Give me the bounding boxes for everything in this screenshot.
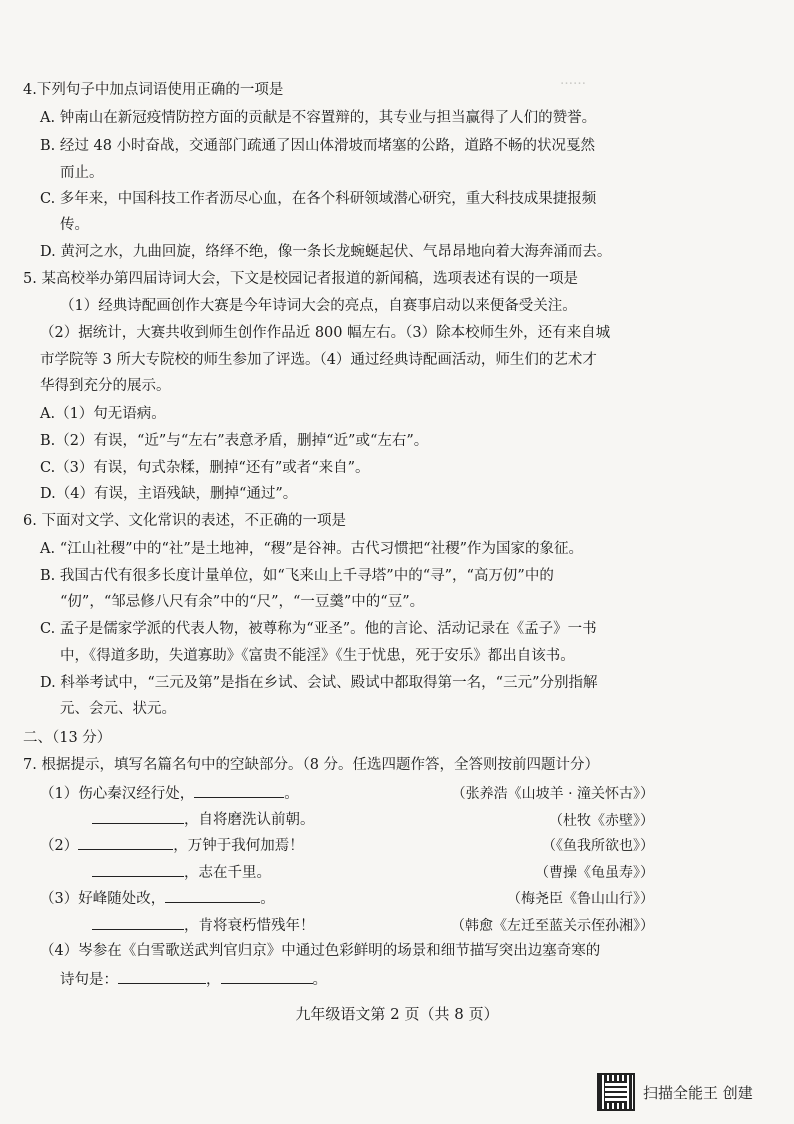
q5-option-c: C.（3）有误，句式杂糅，删掉“还有”或者“来自”。: [40, 460, 370, 476]
q7-item1a-text: （1）伤心秦汉经行处，: [40, 786, 195, 802]
q5-stem: 5. 某高校举办第四届诗词大会，下文是校园记者报道的新闻稿，选项表述有误的一项是: [23, 271, 578, 287]
q6-option-b-line2: “仞”，“邹忌修八尺有余”中的“尺”，“一豆羹”中的“豆”。: [60, 594, 425, 610]
q7-item1a-blank[interactable]: [194, 782, 284, 798]
q7-item1b-blank[interactable]: [92, 808, 184, 824]
q7-item2b-blank[interactable]: [92, 861, 184, 877]
q4-option-c-line1: C. 多年来，中国科技工作者沥尽心血，在各个科研领域潜心研究，重大科技成果捷报频: [40, 191, 597, 207]
q4-stem: 4.下列句子中加点词语使用正确的一项是: [23, 82, 284, 98]
q7-item1b-source: （杜牧《赤壁》）: [549, 813, 654, 829]
q7-item3a-text: （3）好峰随处改，: [40, 891, 166, 907]
section-heading: 二、（13 分）: [23, 730, 112, 746]
q6-option-a: A. “江山社稷”中的“社”是土地神，“稷”是谷神。古代习惯把“社稷”作为国家的象征。: [40, 541, 583, 557]
q4-option-c-line2: 传。: [60, 217, 89, 233]
q7-item4-prompt: 诗句是：: [60, 972, 118, 988]
qr-code-icon: [597, 1073, 635, 1111]
q7-item4-line2: [60, 968, 327, 990]
q5-option-a: A.（1）句无语病。: [40, 406, 166, 422]
q7-item4-comma: ，: [206, 972, 221, 988]
q5-option-d: D.（4）有误，主语残缺，删掉“通过”。: [40, 486, 298, 502]
q5-option-b: B.（2）有误，“近”与“左右”表意矛盾，删掉“近”或“左右”。: [40, 433, 429, 449]
q7-item2-line1: [40, 834, 304, 856]
q4-option-b-line1: B. 经过 48 小时奋战，交通部门疏通了因山体滑坡而堵塞的公路，道路不畅的状况戛然: [40, 138, 596, 154]
q6-option-c-line1: C. 孟子是儒家学派的代表人物，被尊称为“亚圣”。他的言论、活动记录在《孟子》一书: [40, 621, 597, 637]
q7-item1-line1: [40, 782, 299, 804]
q4-option-d: D. 黄河之水，九曲回旋，络绎不绝，像一条长龙蜿蜒起伏、气昂昂地向着大海奔涌而去。: [40, 244, 612, 260]
q7-item3a-end: 。: [260, 891, 275, 907]
q7-item2a-num: （2）: [40, 838, 79, 854]
q6-option-c-line2: 中，《得道多助，失道寡助》《富贵不能淫》《生于忧患，死于安乐》都出自该书。: [60, 648, 575, 664]
q7-item4-blank2[interactable]: [221, 968, 313, 984]
scanner-watermark: [597, 1073, 753, 1111]
q5-passage-line3: 市学院等 3 所大专院校的师生参加了评选。（4）通过经典诗配画活动，师生们的艺术才: [40, 352, 597, 368]
q7-item4-end: 。: [312, 972, 327, 988]
q7-item2b-source: （曹操《龟虽寿》）: [535, 865, 654, 881]
page-footer: 九年级语文第 2 页（共 8 页）: [295, 1005, 499, 1023]
q7-item3b-text: ，肯将衰朽惜残年！: [184, 918, 315, 934]
q7-item3-line2: [92, 914, 315, 936]
q7-item3b-source: （韩愈《左迁至蓝关示侄孙湘》）: [451, 918, 654, 934]
q5-passage-line1: （1）经典诗配画创作大赛是今年诗词大会的亮点，自赛事启动以来便备受关注。: [60, 298, 577, 314]
q5-passage-line4: 华得到充分的展示。: [40, 378, 171, 394]
q4-option-b-line2: 而止。: [60, 165, 104, 181]
q7-item4-blank1[interactable]: [118, 968, 206, 984]
q7-stem: 7. 根据提示，填写名篇名句中的空缺部分。（8 分。任选四题作答，全答则按前四题计分）: [23, 757, 600, 773]
q7-item2a-blank[interactable]: [78, 834, 173, 850]
q7-item3a-blank[interactable]: [165, 887, 260, 903]
q7-item3-line1: [40, 887, 275, 909]
q7-item2-line2: [92, 861, 271, 883]
q6-option-d-line2: 元、会元、状元。: [60, 701, 176, 717]
q7-item2a-source: （《鱼我所欲也》）: [542, 838, 654, 854]
q7-item1a-end: 。: [284, 786, 299, 802]
q6-option-d-line1: D. 科举考试中，“三元及第”是指在乡试、会试、殿试中都取得第一名，“三元”分别指解: [40, 675, 598, 691]
q6-option-b-line1: B. 我国古代有很多长度计量单位，如“飞来山上千寻塔”中的“寻”，“高万仞”中的: [40, 568, 554, 584]
q4-option-a: A. 钟南山在新冠疫情防控方面的贡献是不容置辩的，其专业与担当赢得了人们的赞誉。: [40, 110, 597, 126]
q7-item1b-text: ，自将磨洗认前朝。: [184, 812, 315, 828]
bleed-through-text: ……: [560, 73, 586, 88]
q7-item3a-source: （梅尧臣《鲁山山行》）: [507, 891, 654, 907]
q7-item2a-text: ，万钟于我何加焉！: [173, 838, 304, 854]
q7-item3b-blank[interactable]: [92, 914, 184, 930]
q7-item2b-text: ，志在千里。: [184, 865, 271, 881]
q7-item1-line2: [92, 808, 315, 830]
q6-stem: 6. 下面对文学、文化常识的表述，不正确的一项是: [23, 513, 346, 529]
q7-item1a-source: （张养浩《山坡羊 · 潼关怀古》）: [451, 786, 654, 802]
q5-passage-line2: （2）据统计，大赛共收到师生创作作品近 800 幅左右。（3）除本校师生外，还有来自城: [40, 325, 611, 341]
q7-item4-line1: （4）岑参在《白雪歌送武判官归京》中通过色彩鲜明的场景和细节描写突出边塞奇寒的: [40, 943, 601, 959]
scanner-label: 扫描全能王 创建: [643, 1083, 753, 1102]
